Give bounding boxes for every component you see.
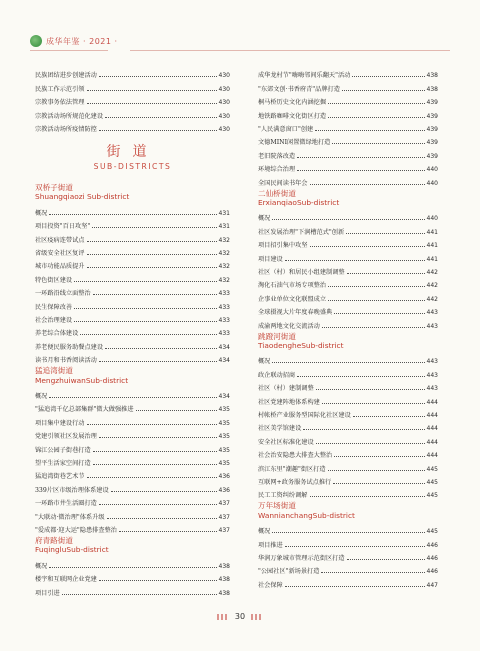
toc-entry: 社区党建阵地体系构建 444	[258, 398, 438, 406]
toc-entry: 望平生活家空间打造 435	[35, 459, 230, 467]
toc-entry: "猛追湾千亿总部集群"微大做强推进 435	[35, 406, 230, 414]
toc-entry: 政企联动招商 443	[258, 371, 438, 379]
toc-entry: 民族团结进步创建活动 430	[35, 72, 230, 80]
group-heading-zh: 二仙桥街道	[258, 188, 296, 198]
section-title: 街道	[106, 143, 159, 160]
toc-entry: 桐马桥历史文化内涵挖掘 439	[258, 99, 438, 107]
yearbook-title: 成华年鉴 · 2021 ·	[46, 36, 118, 46]
section-title-en: SUB-DISTRICTS	[93, 161, 172, 171]
toc-entry: 339片区市级治理体系建设 436	[35, 486, 230, 494]
toc-entry: 企事业单位文化联盟成立 442	[258, 295, 438, 303]
toc-entry: 一环路沿线立面整治 433	[35, 290, 230, 298]
toc-entry: 华润万象城市管理示范街区打造 446	[258, 555, 438, 562]
toc-entry: 养老综合体建设 433	[35, 330, 230, 338]
toc-entry: 宗教活动场所疫情防控 430	[35, 125, 230, 133]
toc-entry: 民生保障改善 433	[35, 303, 230, 311]
toc-entry: 省级安全社区复评 432	[35, 250, 230, 258]
toc-entry: 民工工资纠纷调解 445	[258, 492, 438, 500]
toc-entry: 社区发展治理"下涧槽范式"创新 441	[258, 228, 438, 236]
toc-entry: 锦江公园子街巷打造 435	[35, 446, 230, 454]
header-rule-right	[130, 50, 450, 51]
page-footer	[0, 612, 480, 621]
toc-entry: 民族工作示范引领 430	[35, 85, 230, 93]
toc-entry: 概况 440	[258, 215, 438, 223]
toc-entry: 城市功能品质提升 432	[35, 263, 230, 271]
toc-entry: 概况 438	[35, 562, 230, 570]
toc-entry: 党建引领社区发展治理 435	[35, 433, 230, 441]
toc-entry: 环境综合治理 440	[258, 166, 438, 174]
toc-entry: 互联网+政务服务试点推行 445	[258, 478, 438, 486]
toc-entry: 淘化石油气市场专项整治 442	[258, 282, 438, 290]
toc-entry: 文德MINI闲置微绿地打造 439	[258, 139, 438, 147]
group-heading-en: Shuangqiaozi Sub-district	[35, 192, 130, 202]
header-rule-left	[30, 50, 108, 51]
toc-entry: 村帐桥产业服务型国际化社区建设 444	[258, 411, 438, 419]
toc-entry: 社会治安隐患大排查大整治 444	[258, 452, 438, 460]
toc-entry: 特色街区建设 432	[35, 276, 230, 284]
toc-entry: 全球摄视大片年度春晚盛典 443	[258, 309, 438, 317]
toc-entry: 宗教事务依法管理 430	[35, 99, 230, 107]
toc-entry: 全国民间读书年会 440	[258, 179, 438, 187]
toc-entry: 猛追湾街巷艺术节 436	[35, 473, 230, 481]
toc-entry: 安全社区标准化建设 444	[258, 438, 438, 446]
group-heading-zh: 万年场街道	[258, 501, 296, 511]
group-heading-en: FuqingluSub-district	[35, 545, 109, 555]
footer-ornament-icon	[251, 614, 263, 620]
toc-entry: 社区美学馆建设 444	[258, 425, 438, 433]
toc-entry: 一环路市井生活圈打造 437	[35, 500, 230, 508]
toc-entry: 项目投资"百日攻坚" 431	[35, 223, 230, 231]
toc-entry: 老旧院落改造 439	[258, 152, 438, 160]
toc-entry: 项目引进 438	[35, 589, 230, 597]
toc-entry: "爱成都·迎大运"隐患排查整治 437	[35, 526, 230, 534]
toc-entry: 社会保障 447	[258, 581, 438, 589]
group-heading-zh: 双桥子街道	[35, 182, 73, 192]
toc-entry: 概况 431	[35, 209, 230, 217]
yearbook-logo-icon	[30, 35, 42, 47]
toc-entry: "大联动·微治理"体系升级 437	[35, 513, 230, 521]
group-heading-zh: 猛追湾街道	[35, 366, 73, 376]
group-heading-zh: 跳蹬河街道	[258, 331, 296, 341]
group-heading-en: WannianchangSub-district	[258, 510, 355, 520]
toc-entry: 概况 434	[35, 393, 230, 401]
toc-entry: 项目推进 446	[258, 541, 438, 549]
toc-entry: 概况 445	[258, 528, 438, 536]
toc-entry: 读书月和书香阅读活动 434	[35, 357, 230, 365]
left-column	[35, 66, 230, 597]
toc-entry: 养老便民服务助餐点建设 434	[35, 343, 230, 351]
toc-entry: 概况 443	[258, 358, 438, 366]
toc-entry: 社区（村）建制调整 443	[258, 385, 438, 393]
toc-entry: "东郊文创·书香府青"品牌打造 438	[258, 85, 438, 93]
right-column	[258, 66, 438, 589]
toc-entry: 项目招引集中攻坚 441	[258, 242, 438, 250]
group-heading-en: MengzhuiwanSub-district	[35, 375, 129, 385]
left-top-entries	[35, 66, 230, 133]
toc-entry: 地铁路咖啡文化街区打造 439	[258, 112, 438, 120]
toc-entry: 成渝两地文化交流活动 443	[258, 322, 438, 330]
toc-entry: "人民满意窗口"创建 439	[258, 125, 438, 133]
toc-entry: 成华龙村节"嗨嗨邻间乐翻天"活动 438	[258, 72, 438, 80]
toc-entry: 项目集中建设行动 435	[35, 419, 230, 427]
toc-entry: 项目建设 441	[258, 255, 438, 263]
page-header	[30, 34, 118, 48]
toc-entry: 楼宇和互联网企业党建 438	[35, 576, 230, 584]
toc-entry: 社区疫病连带试点 432	[35, 236, 230, 244]
page-number: 30	[234, 612, 246, 621]
group-heading-en: ErxianqiaoSub-district	[258, 198, 340, 208]
toc-entry: 滨江东里"潮趣"街区打造 445	[258, 465, 438, 473]
toc-entry: 社会治理建设 433	[35, 316, 230, 324]
group-heading-zh: 府青路街道	[35, 535, 73, 545]
footer-ornament-icon	[217, 614, 229, 620]
toc-entry: 宗教活动场所规范化建设 430	[35, 112, 230, 120]
group-heading-en: TiaodengheSub-district	[258, 341, 344, 351]
toc-entry: 社区（村）和居民小组建制调整 442	[258, 268, 438, 276]
toc-entry: "公园社区"新场景打造 446	[258, 568, 438, 576]
